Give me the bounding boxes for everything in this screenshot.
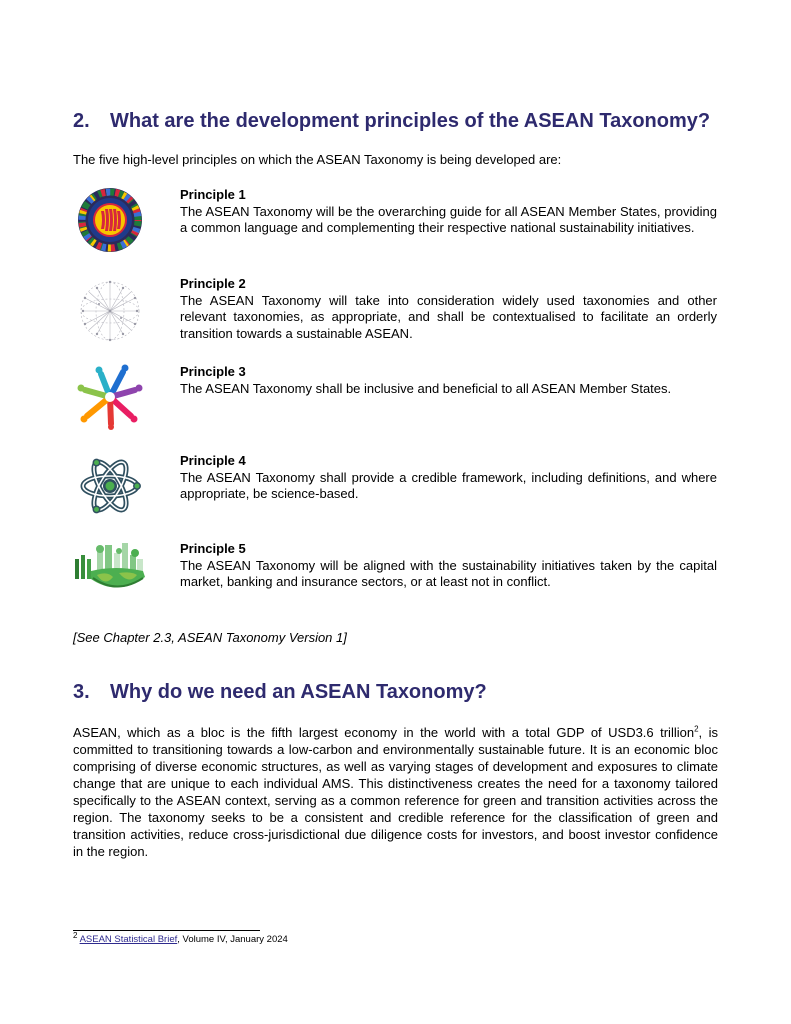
principle-5	[73, 541, 718, 611]
principle-2	[73, 276, 718, 346]
section-2-title: What are the development principles of the ASEAN Taxonomy?	[110, 110, 711, 132]
principle-1-body: The ASEAN Taxonomy will be the overarching guide for all ASEAN Member States, providing a common language and complementing their respective national sustainability initiatives.	[180, 203, 717, 235]
section-3-paragraph	[73, 724, 718, 860]
green-city-icon	[77, 541, 143, 607]
section-3-heading	[73, 681, 487, 704]
footnote-rest: , Volume IV, January 2024	[177, 934, 288, 945]
principle-1-title: Principle 1	[180, 187, 246, 202]
section-3-number: 3.	[73, 681, 90, 703]
inclusive-people-icon	[77, 364, 143, 430]
footnote-number: 2	[73, 930, 78, 940]
footnote-link[interactable]: ASEAN Statistical Brief	[79, 934, 178, 945]
principle-5-title: Principle 5	[180, 541, 246, 556]
section-2-number: 2.	[73, 110, 90, 132]
asean-emblem-icon	[77, 187, 143, 253]
principle-3-title: Principle 3	[180, 364, 246, 379]
chapter-reference: [See Chapter 2.3, ASEAN Taxonomy Version 1]	[73, 630, 347, 645]
principle-1	[73, 187, 718, 257]
section-3-title: Why do we need an ASEAN Taxonomy?	[110, 681, 487, 703]
paragraph-text-start: ASEAN, which as a bloc is the fifth largest economy in the world with a total GDP of USD3.6 trillion	[73, 725, 695, 740]
section-2-heading	[73, 110, 710, 133]
footnote	[73, 930, 288, 945]
atom-icon	[77, 453, 143, 519]
principle-4-title: Principle 4	[180, 453, 246, 468]
principle-4	[73, 453, 718, 523]
network-globe-icon	[77, 276, 143, 342]
principle-3-body: The ASEAN Taxonomy shall be inclusive and beneficial to all ASEAN Member States.	[180, 380, 672, 396]
paragraph-text-rest: , is committed to transitioning towards a low-carbon and environmentally sustainable future. It is an economic bloc comprising of diverse economic structures, as well as varying stages of development and exposures to climate change that are unique to each individual AMS. This distinctiveness creates the need for a taxonomy tailored specifically to the ASEAN context, serving as a common reference for green and transition activities across the region. The taxonomy seeks to be a consistent and credible reference for the classification of green and transition activities, reduce cross-jurisdictional due diligence costs for investors, and boost investor confidence in the region.	[73, 725, 718, 859]
footnote-reference[interactable]: 2	[694, 724, 699, 734]
principle-2-title: Principle 2	[180, 276, 246, 291]
section-2-intro: The five high-level principles on which the ASEAN Taxonomy is being developed are:	[73, 152, 562, 167]
principle-2-body: The ASEAN Taxonomy will take into consideration widely used taxonomies and other relevant taxonomies, as appropriate, and shall be contextualised to facilitate an orderly transition towards a sustainable ASEAN.	[180, 292, 717, 341]
principle-5-body: The ASEAN Taxonomy will be aligned with the sustainability initiatives taken by the capital market, banking and insurance sectors, or at least not in conflict.	[180, 557, 717, 589]
footnote-divider	[73, 930, 260, 931]
principle-4-body: The ASEAN Taxonomy shall provide a credible framework, including definitions, and where appropriate, be science-based.	[180, 469, 717, 501]
principle-3	[73, 364, 718, 434]
